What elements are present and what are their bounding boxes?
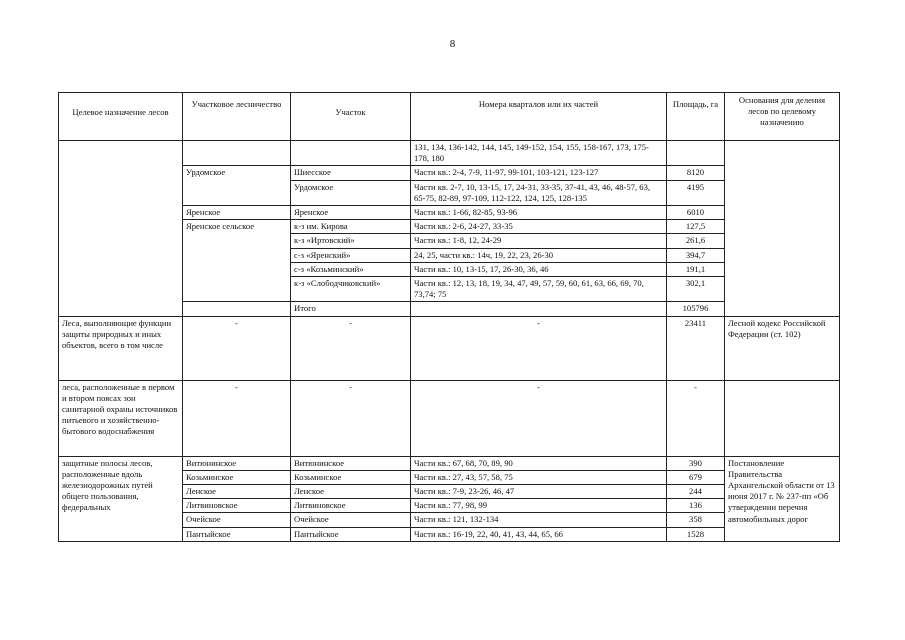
cell-plot: Урдомское <box>291 180 411 205</box>
cell-area: 244 <box>667 485 725 499</box>
cell-plot: с-з «Яренский» <box>291 248 411 262</box>
cell-plot: - <box>291 316 411 380</box>
cell-purpose: защитные полосы лесов, расположенные вдоль железнодорожных путей общего пользования, федеральных <box>59 456 183 541</box>
cell-purpose: леса, расположенные в первом и втором поясах зон санитарной охраны источников питьевого и хозяйственно-бытового водоснабжения <box>59 380 183 456</box>
cell-plot: Итого <box>291 302 411 316</box>
table-row <box>59 141 840 166</box>
cell-plot: Пантыйское <box>291 527 411 541</box>
cell-plot: Очейское <box>291 513 411 527</box>
cell-quarters: - <box>411 316 667 380</box>
cell-plot: к-з «Слободчиковский» <box>291 277 411 302</box>
cell-district: Пантыйское <box>183 527 291 541</box>
cell-quarters: Части кв.: 67, 68, 70, 89, 90 <box>411 456 667 470</box>
cell-purpose: Леса, выполняющие функции защиты природных и иных объектов, всего в том числе <box>59 316 183 380</box>
cell-area: 261,6 <box>667 234 725 248</box>
cell-quarters: Части кв.: 12, 13, 18, 19, 34, 47, 49, 57, 59, 60, 61, 63, 66, 69, 70, 73,74; 75 <box>411 277 667 302</box>
table-row <box>59 380 840 456</box>
cell-district <box>183 302 291 316</box>
cell-area: 302,1 <box>667 277 725 302</box>
cell-quarters: Части кв.: 27, 43, 57, 58, 75 <box>411 470 667 484</box>
cell-district: Урдомское <box>183 166 291 206</box>
cell-plot: - <box>291 380 411 456</box>
cell-plot: к-з «Иртовский» <box>291 234 411 248</box>
cell-district: Яренское <box>183 206 291 220</box>
cell-basis: Постановление Правительства Архангельской области от 13 июня 2017 г. № 237-пп «Об утверждении перечня автомобильных дорог <box>725 456 840 541</box>
cell-plot: к-з им. Кирова <box>291 220 411 234</box>
cell-district: Очейское <box>183 513 291 527</box>
cell-quarters: Части кв.: 10, 13-15, 17, 26-30, 36, 46 <box>411 262 667 276</box>
cell-quarters: Части кв.: 7-9, 23-26, 46, 47 <box>411 485 667 499</box>
cell-district: Козьминское <box>183 470 291 484</box>
cell-area: 8120 <box>667 166 725 180</box>
cell-area: 1528 <box>667 527 725 541</box>
cell-plot: с-з «Козьминский» <box>291 262 411 276</box>
header-quarters: Номера кварталов или их частей <box>411 93 667 141</box>
cell-quarters: Части кв.: 1-8, 12, 24-29 <box>411 234 667 248</box>
cell-plot: Козьминское <box>291 470 411 484</box>
header-area: Площадь, га <box>667 93 725 141</box>
forest-purpose-table <box>58 92 840 542</box>
cell-plot: Яренское <box>291 206 411 220</box>
cell-area: 105796 <box>667 302 725 316</box>
cell-purpose <box>59 141 183 317</box>
cell-area: 191,1 <box>667 262 725 276</box>
cell-quarters: Части кв.: 121, 132-134 <box>411 513 667 527</box>
cell-quarters: 131, 134, 136-142, 144, 145, 149-152, 154, 155, 158-167, 173, 175-178, 180 <box>411 141 667 166</box>
cell-area: 390 <box>667 456 725 470</box>
table-row <box>59 316 840 380</box>
cell-district: Ленское <box>183 485 291 499</box>
cell-quarters <box>411 302 667 316</box>
cell-area: 679 <box>667 470 725 484</box>
cell-district: Литвиновское <box>183 499 291 513</box>
cell-area: 394,7 <box>667 248 725 262</box>
cell-quarters: Части кв.: 77, 98, 99 <box>411 499 667 513</box>
cell-quarters: Части кв.: 1-66, 82-85, 93-96 <box>411 206 667 220</box>
cell-quarters: 24, 25, части кв.: 14ч, 19, 22, 23, 26-30 <box>411 248 667 262</box>
cell-area: 6010 <box>667 206 725 220</box>
cell-district: Яренское сельское <box>183 220 291 302</box>
cell-basis <box>725 141 840 317</box>
header-purpose: Целевое назначение лесов <box>59 93 183 141</box>
cell-quarters: Части кв. 2-7, 10, 13-15, 17, 24-31, 33-35, 37-41, 43, 46, 48-57, 63, 65-75, 82-89, 97-109, 112-122, 124, 125, 128-135 <box>411 180 667 205</box>
cell-area: - <box>667 380 725 456</box>
cell-area: 4195 <box>667 180 725 205</box>
cell-quarters: - <box>411 380 667 456</box>
page-number: 8 <box>449 38 456 50</box>
cell-quarters: Части кв.: 2-6, 24-27, 33-35 <box>411 220 667 234</box>
cell-plot <box>291 141 411 166</box>
cell-district: - <box>183 380 291 456</box>
cell-area: 127,5 <box>667 220 725 234</box>
cell-district <box>183 141 291 166</box>
header-district: Участковое лесничество <box>183 93 291 141</box>
cell-quarters: Части кв.: 16-19, 22, 40, 41, 43, 44, 65, 66 <box>411 527 667 541</box>
cell-plot: Шиесское <box>291 166 411 180</box>
header-plot: Участок <box>291 93 411 141</box>
table-row <box>59 456 840 470</box>
cell-basis <box>725 380 840 456</box>
cell-area: 23411 <box>667 316 725 380</box>
cell-plot: Витюнинское <box>291 456 411 470</box>
cell-basis: Лесной кодекс Российской Федерации (ст. 102) <box>725 316 840 380</box>
cell-plot: Ленское <box>291 485 411 499</box>
cell-plot: Литвиновское <box>291 499 411 513</box>
cell-area: 358 <box>667 513 725 527</box>
header-basis: Основания для деления лесов по целевому назначению <box>725 93 840 141</box>
cell-district: Витюнинское <box>183 456 291 470</box>
cell-area: 136 <box>667 499 725 513</box>
table-header-row <box>59 93 840 141</box>
cell-district: - <box>183 316 291 380</box>
cell-quarters: Части кв.: 2-4, 7-9, 11-97, 99-101, 103-121, 123-127 <box>411 166 667 180</box>
cell-area <box>667 141 725 166</box>
